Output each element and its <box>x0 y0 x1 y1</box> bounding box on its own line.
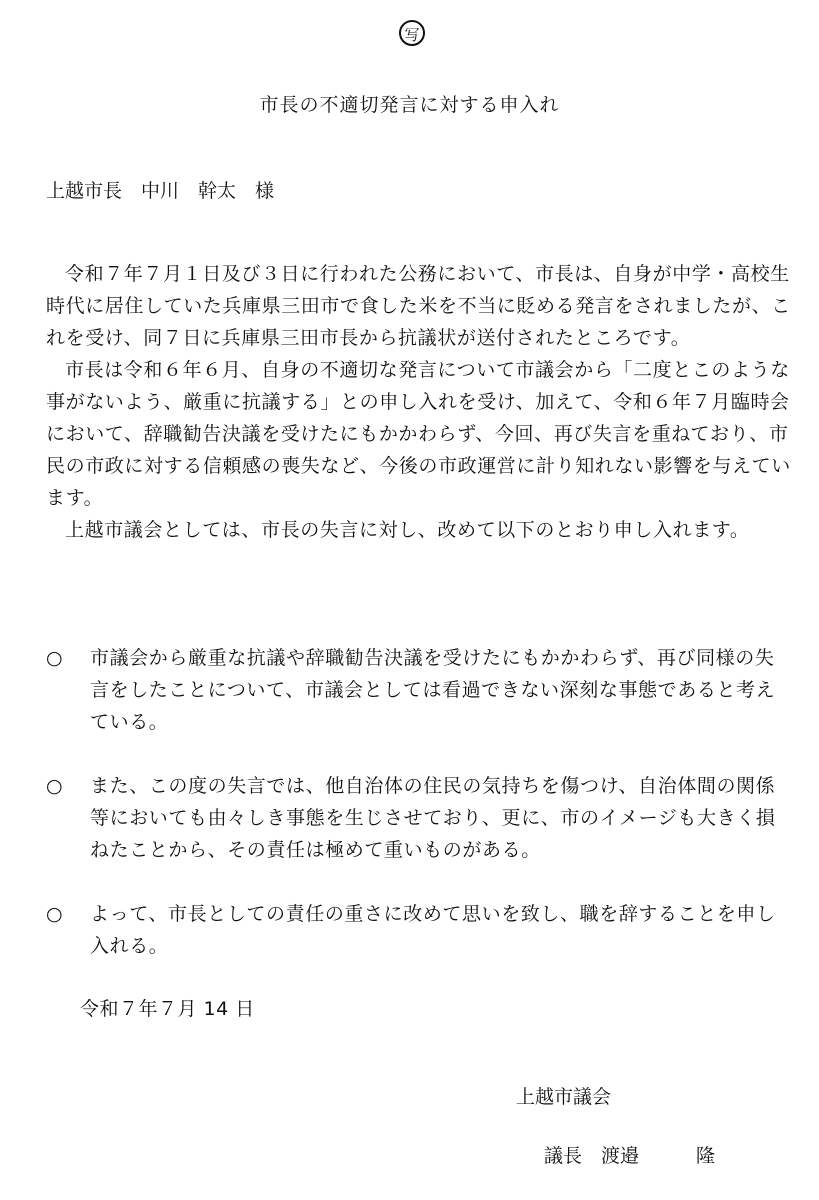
paragraph: 令和７年７月１日及び３日に行われた公務において、市長は、自身が中学・高校生時代に居住していた兵庫県三田市で食した米を不当に貶める発言をされましたが、これを受け、同７日に兵庫県三田市長から抗議状が送付されたところです。 <box>46 263 791 349</box>
sender-signature: 議長 渡邉 隆 <box>544 1145 716 1167</box>
paragraph: 市長は令和６年６月、自身の不適切な発言について市議会から「二度とこのような事がないよう、厳重に抗議する」との申し入れを受け、加えて、令和６年７月臨時会において、辞職勧告決議を受けたにもかかわらず、今回、再び失言を重ねており、市民の市政に対する信頼感の喪失など、今後の市政運営に計り知れない影響を与えています。 <box>46 359 791 509</box>
circle-bullet-icon: ○ <box>46 775 64 797</box>
sender-organization: 上越市議会 <box>516 1086 612 1108</box>
addressee: 上越市長 中川 幹太 様 <box>46 180 275 202</box>
demand-list <box>46 642 794 994</box>
list-item-text: よって、市長としての責任の重さに改めて思いを致し、職を辞することを申し入れる。 <box>90 903 776 957</box>
document-title: 市長の不適切発言に対する申入れ <box>259 94 560 116</box>
copy-stamp: 写 <box>399 20 425 46</box>
list-item <box>46 642 794 738</box>
circle-bullet-icon: ○ <box>46 647 64 669</box>
list-item <box>46 898 794 962</box>
list-item-text: また、この度の失言では、他自治体の住民の気持ちを傷つけ、自治体間の関係等においても由々しき事態を生じさせており、更に、市のイメージも大きく損ねたことから、その責任は極めて重いものがある。 <box>90 775 776 861</box>
circle-bullet-icon: ○ <box>46 903 64 925</box>
list-item-text: 市議会から厳重な抗議や辞職勧告決議を受けたにもかかわらず、再び同様の失言をしたことについて、市議会としては看過できない深刻な事態であると考えている。 <box>90 647 776 733</box>
body-text <box>46 258 794 546</box>
document-date: 令和７年７月 14 日 <box>80 998 255 1020</box>
paragraph: 上越市議会としては、市長の失言に対し、改めて以下のとおり申し入れます。 <box>65 519 750 541</box>
list-item <box>46 770 794 866</box>
